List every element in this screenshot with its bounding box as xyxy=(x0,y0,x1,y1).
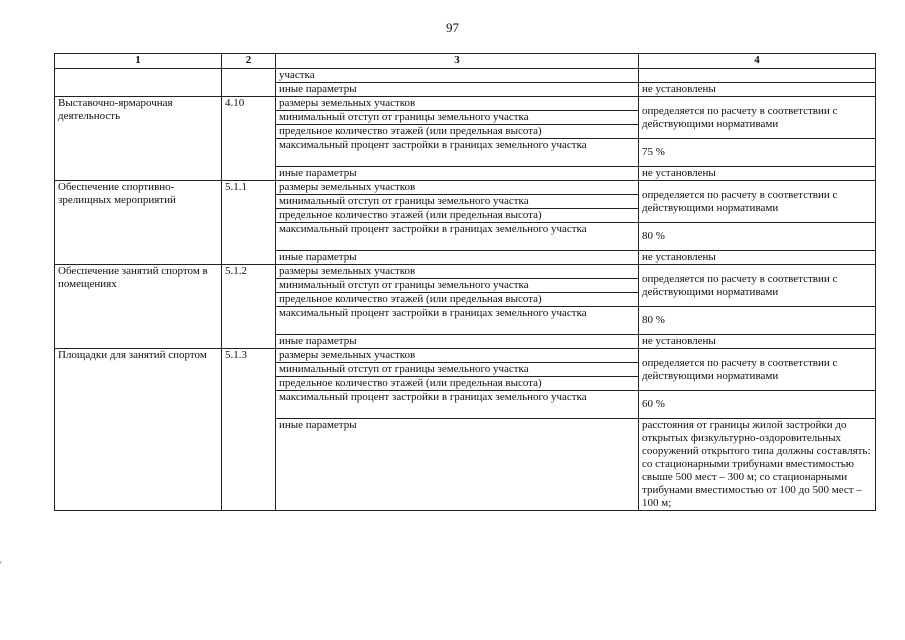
parameter-cell: иные параметры xyxy=(276,167,639,181)
parameter-cell: максимальный процент застройки в границах земельного участка xyxy=(276,307,639,335)
value-cell: определяется по расчету в соответствии с действующими нормативами xyxy=(639,265,876,307)
parameter-cell: минимальный отступ от границы земельного участка xyxy=(276,111,639,125)
parameter-cell: участка xyxy=(276,69,639,83)
parameter-cell: предельное количество этажей (или предельная высота) xyxy=(276,125,639,139)
value-cell: не установлены xyxy=(639,83,876,97)
parameter-cell: предельное количество этажей (или предельная высота) xyxy=(276,377,639,391)
use-name-cell: Выставочно-ярмарочная деятельность xyxy=(55,97,222,181)
column-header: 1 xyxy=(55,54,222,69)
use-code-cell: 5.1.1 xyxy=(222,181,276,265)
value-cell: 80 % xyxy=(639,223,876,251)
parameter-cell: минимальный отступ от границы земельного участка xyxy=(276,279,639,293)
column-header: 2 xyxy=(222,54,276,69)
parameter-cell: предельное количество этажей (или предельная высота) xyxy=(276,293,639,307)
scan-edge-mark: г xyxy=(0,560,3,566)
value-cell: определяется по расчету в соответствии с действующими нормативами xyxy=(639,97,876,139)
use-name-cell: Площадки для занятий спортом xyxy=(55,349,222,511)
parameter-cell: размеры земельных участков xyxy=(276,265,639,279)
value-cell: 80 % xyxy=(639,307,876,335)
parameter-cell: максимальный процент застройки в границах земельного участка xyxy=(276,223,639,251)
page-number: 97 xyxy=(446,20,459,35)
use-name-cell xyxy=(55,69,222,97)
value-cell: 75 % xyxy=(639,139,876,167)
parameter-cell: размеры земельных участков xyxy=(276,181,639,195)
value-cell: определяется по расчету в соответствии с действующими нормативами xyxy=(639,349,876,391)
column-header: 4 xyxy=(639,54,876,69)
table-row xyxy=(55,69,876,83)
value-cell xyxy=(639,69,876,83)
column-header: 3 xyxy=(276,54,639,69)
parameter-cell: иные параметры xyxy=(276,335,639,349)
use-name-cell: Обеспечение занятий спортом в помещениях xyxy=(55,265,222,349)
parameter-cell: иные параметры xyxy=(276,83,639,97)
use-code-cell xyxy=(222,69,276,97)
header-row xyxy=(55,54,876,69)
table-row xyxy=(55,265,876,279)
parameter-cell: иные параметры xyxy=(276,419,639,511)
use-code-cell: 5.1.3 xyxy=(222,349,276,511)
parameter-cell: иные параметры xyxy=(276,251,639,265)
value-cell: не установлены xyxy=(639,167,876,181)
parameter-cell: размеры земельных участков xyxy=(276,349,639,363)
use-name-cell: Обеспечение спортивно-зрелищных мероприятий xyxy=(55,181,222,265)
table-row xyxy=(55,97,876,111)
parameter-cell: максимальный процент застройки в границах земельного участка xyxy=(276,139,639,167)
parameter-cell: предельное количество этажей (или предельная высота) xyxy=(276,209,639,223)
parameter-cell: минимальный отступ от границы земельного участка xyxy=(276,363,639,377)
parameter-cell: размеры земельных участков xyxy=(276,97,639,111)
regulations-table xyxy=(54,53,876,511)
value-cell: 60 % xyxy=(639,391,876,419)
value-cell: определяется по расчету в соответствии с действующими нормативами xyxy=(639,181,876,223)
value-cell: расстояния от границы жилой застройки до открытых физкультурно-оздоровительных сооружений открытого типа должны составлять: со стационарными трибунами вместимостью свыше 500 мест – 300 м; со стационарными трибунами вместимостью от 100 до 500 мест – 100 м; xyxy=(639,419,876,511)
value-cell: не установлены xyxy=(639,251,876,265)
table-row xyxy=(55,181,876,195)
use-code-cell: 5.1.2 xyxy=(222,265,276,349)
table-row xyxy=(55,349,876,363)
use-code-cell: 4.10 xyxy=(222,97,276,181)
value-cell: не установлены xyxy=(639,335,876,349)
parameter-cell: максимальный процент застройки в границах земельного участка xyxy=(276,391,639,419)
parameter-cell: минимальный отступ от границы земельного участка xyxy=(276,195,639,209)
